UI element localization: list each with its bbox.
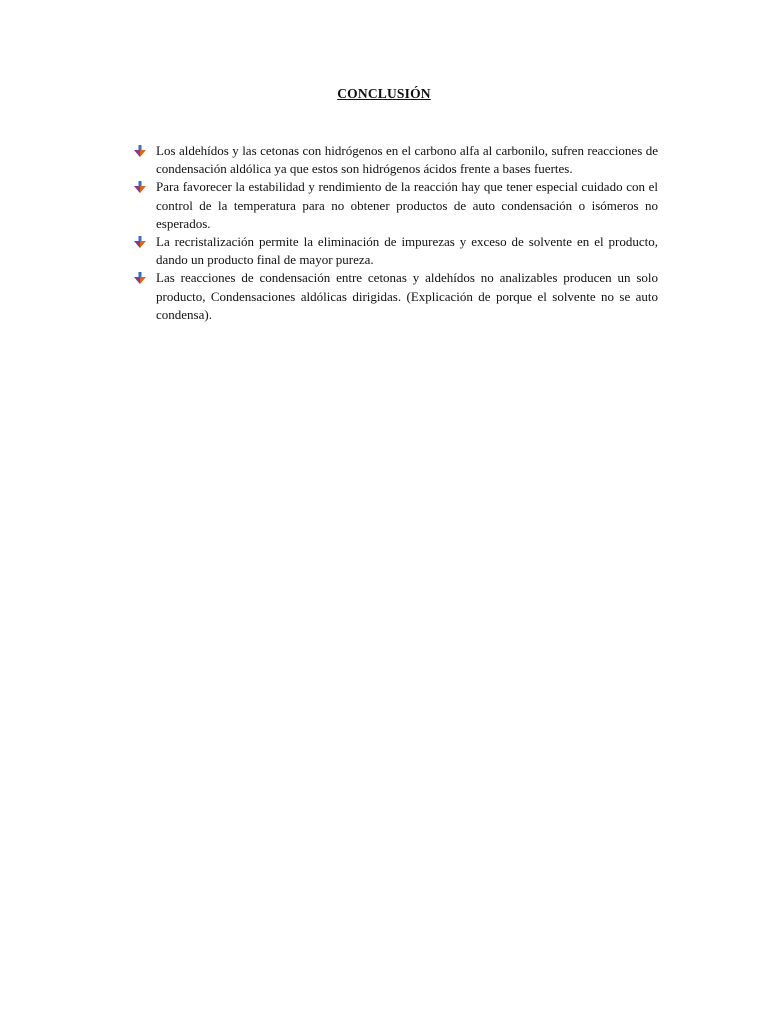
page-title: CONCLUSIÓN — [337, 86, 431, 101]
arrow-down-bullet-icon — [133, 236, 147, 249]
list-item-text: Los aldehídos y las cetonas con hidrógenos en el carbono alfa al carbonilo, sufren reacciones de condensación aldólica ya que estos son hidrógenos ácidos frente a bases fuertes. — [156, 143, 658, 177]
list-item-text: Las reacciones de condensación entre cetonas y aldehídos no analizables producen un solo producto, Condensaciones aldólicas dirigidas. (Explicación de porque el solvente no se auto condensa). — [156, 270, 658, 322]
list-item — [130, 233, 658, 269]
arrow-down-bullet-icon — [133, 145, 147, 158]
list-item-text: Para favorecer la estabilidad y rendimiento de la reacción hay que tener especial cuidado con el control de la temperatura para no obtener productos de auto condensación o isómeros no esperados. — [156, 179, 658, 231]
list-item — [130, 142, 658, 178]
list-item — [130, 269, 658, 324]
list-item-text: La recristalización permite la eliminación de impurezas y exceso de solvente en el producto, dando un producto final de mayor pureza. — [156, 234, 658, 268]
arrow-down-bullet-icon — [133, 181, 147, 194]
list-item — [130, 178, 658, 233]
arrow-down-bullet-icon — [133, 272, 147, 285]
conclusion-list — [130, 142, 658, 324]
